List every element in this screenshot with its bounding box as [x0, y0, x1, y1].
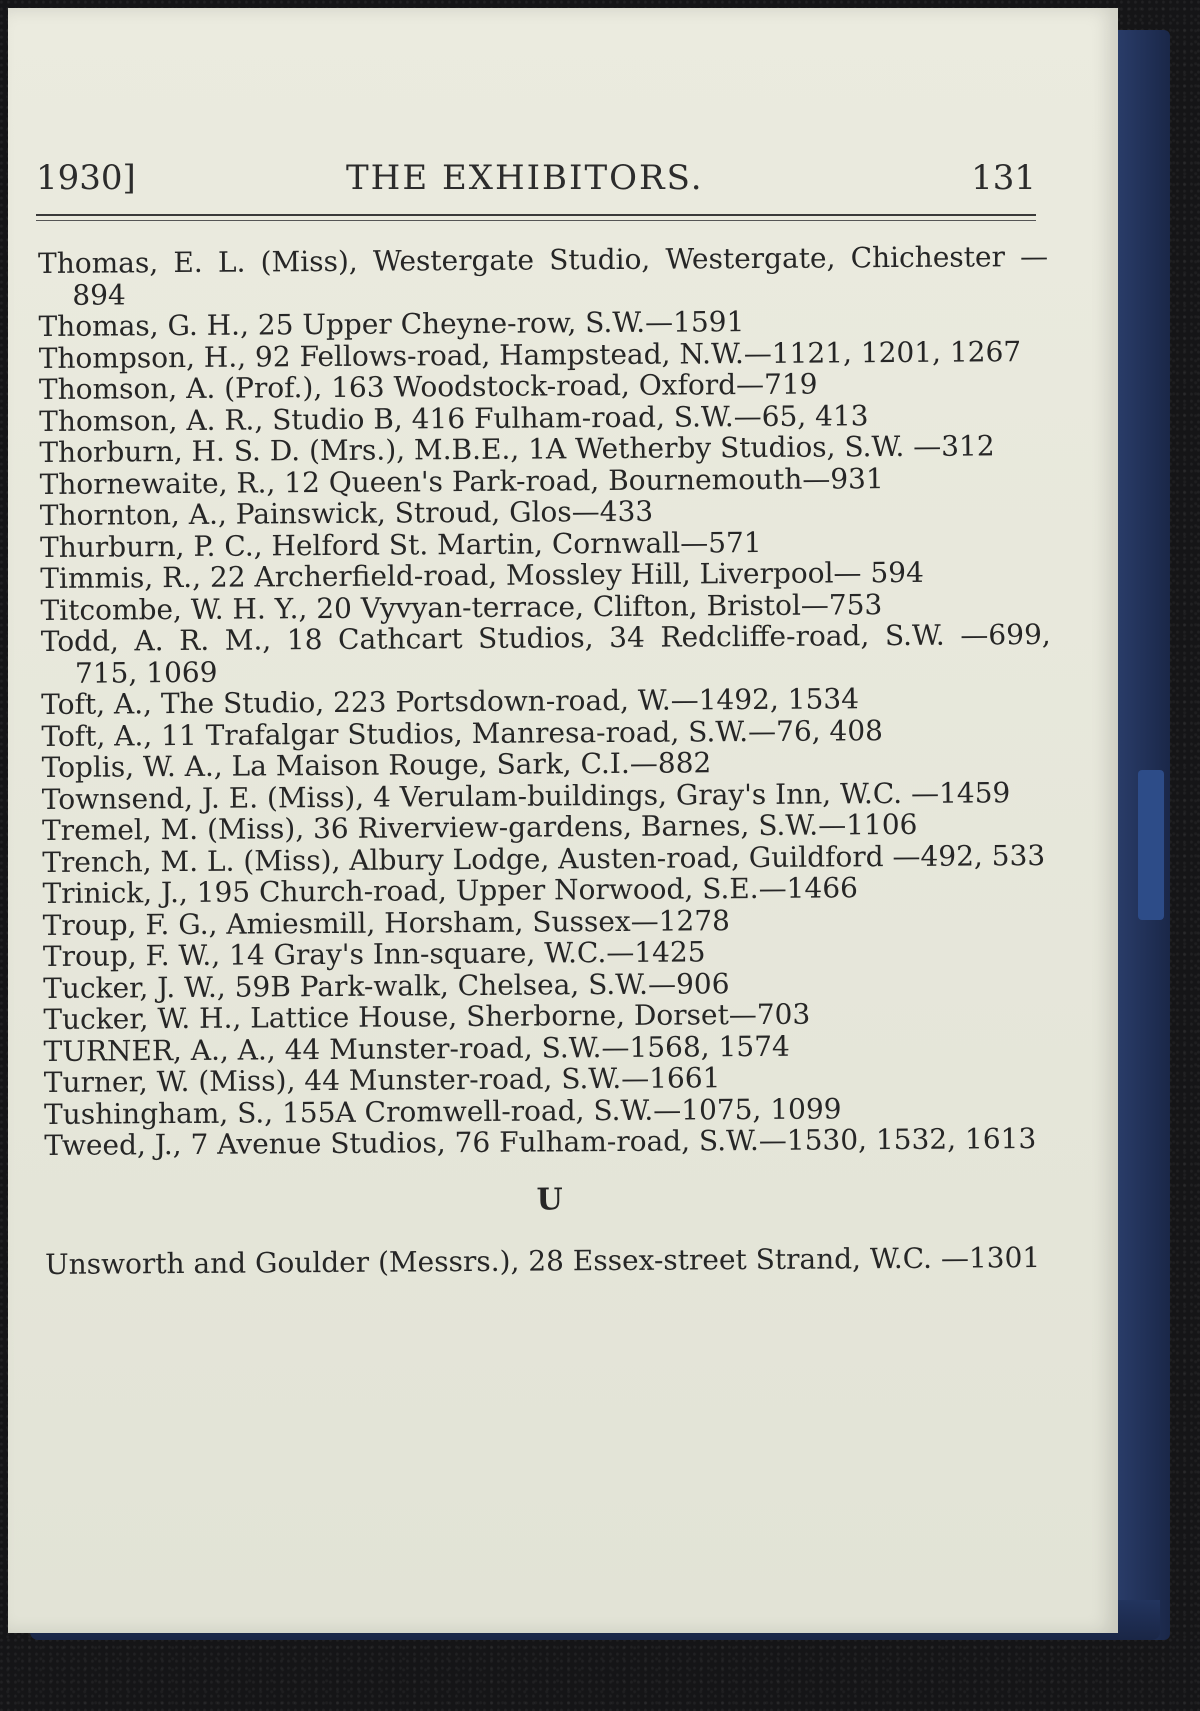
- exhibitor-entry: Thorburn, H. S. D. (Mrs.), M.B.E., 1A Wetherby Studios, S.W. —312: [39, 429, 995, 469]
- header-rule-thin: [36, 220, 1036, 221]
- exhibitor-entry: TURNER, A., A., 44 Munster-road, S.W.—1568, 1574: [43, 1029, 790, 1068]
- exhibitor-entry: Thurburn, P. C., Helford St. Martin, Cornwall—571: [39, 525, 762, 564]
- exhibitor-entry: Timmis, R., 22 Archerfield-road, Mossley Hill, Liverpool— 594: [40, 555, 924, 595]
- exhibitor-list: [38, 241, 1055, 1281]
- exhibitor-entry: Toft, A., The Studio, 223 Portsdown-road, W.—1492, 1534: [41, 682, 860, 721]
- exhibitor-entry: Trinick, J., 195 Church-road, Upper Norwood, S.E.—1466: [42, 871, 858, 910]
- header-year: 1930]: [36, 158, 136, 198]
- exhibitor-entry: Townsend, J. E. (Miss), 4 Verulam-buildings, Gray's Inn, W.C. —1459: [41, 775, 1011, 816]
- exhibitor-entry: Thornton, A., Painswick, Stroud, Glos—433: [39, 494, 654, 532]
- exhibitor-entry: Toplis, W. A., La Maison Rouge, Sark, C.I.—882: [41, 746, 712, 784]
- exhibitor-entry: Thomson, A. (Prof.), 163 Woodstock-road, Oxford—719: [38, 367, 818, 406]
- exhibitor-entry: Thomas, G. H., 25 Upper Cheyne-row, S.W.—1591: [38, 305, 745, 343]
- exhibitor-entry: Thompson, H., 92 Fellows-road, Hampstead, N.W.—1121, 1201, 1267: [38, 334, 1022, 375]
- exhibitor-entry: Thomson, A. R., Studio B, 416 Fulham-road, S.W.—65, 413: [39, 398, 869, 438]
- header-rule-thick: [36, 214, 1036, 216]
- exhibitor-entry: Unsworth and Goulder (Messrs.), 28 Essex-street Strand, W.C. —1301: [44, 1241, 1041, 1281]
- exhibitor-entry: Tweed, J., 7 Avenue Studios, 76 Fulham-road, S.W.—1530, 1532, 1613: [44, 1122, 1037, 1162]
- exhibitor-entry: Todd, A. R. M., 18 Cathcart Studios, 34 Redcliffe-road, S.W. —699, 715, 1069: [40, 617, 1051, 690]
- exhibitor-entry: Thornewaite, R., 12 Queen's Park-road, Bournemouth—931: [39, 461, 884, 501]
- exhibitor-entry: Tushingham, S., 155A Cromwell-road, S.W.—1075, 1099: [43, 1091, 842, 1131]
- header-title: THE EXHIBITORS.: [346, 158, 704, 198]
- exhibitor-entry: Troup, F. W., 14 Gray's Inn-square, W.C.—1425: [42, 935, 706, 973]
- running-header: [36, 158, 1036, 198]
- book-page: [8, 8, 1118, 1633]
- exhibitor-entry: Thomas, E. L. (Miss), Westergate Studio, Westergate, Chichester —894: [37, 239, 1049, 312]
- section-letter: U: [536, 1181, 563, 1218]
- exhibitor-entry: Turner, W. (Miss), 44 Munster-road, S.W.—1661: [43, 1061, 721, 1099]
- exhibitor-entry: Tucker, W. H., Lattice House, Sherborne, Dorset—703: [43, 997, 811, 1036]
- page-number: 131: [971, 158, 1036, 198]
- exhibitor-entry: Tucker, J. W., 59B Park-walk, Chelsea, S.W.—906: [43, 966, 730, 1005]
- ribbon-bookmark: [1138, 770, 1164, 920]
- exhibitor-entry: Toft, A., 11 Trafalgar Studios, Manresa-road, S.W.—76, 408: [41, 713, 884, 753]
- exhibitor-entry: Titcombe, W. H. Y., 20 Vyvyan-terrace, Clifton, Bristol—753: [40, 587, 883, 627]
- exhibitor-entry: Troup, F. G., Amiesmill, Horsham, Sussex—1278: [42, 903, 731, 942]
- exhibitor-entry: Trench, M. L. (Miss), Albury Lodge, Austen-road, Guildford —492, 533: [42, 838, 1046, 879]
- exhibitor-entry: Tremel, M. (Miss), 36 Riverview-gardens, Barnes, S.W.—1106: [41, 807, 918, 847]
